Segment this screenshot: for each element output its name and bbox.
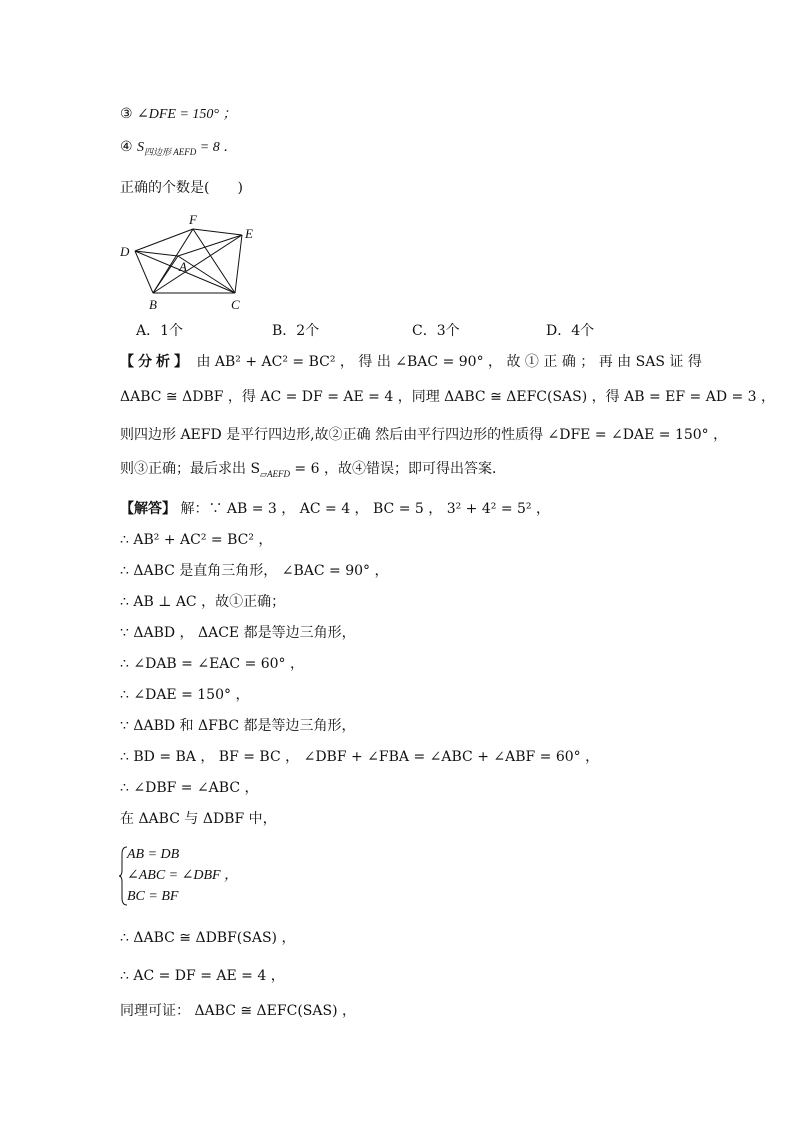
- analysis-line-4: [120, 459, 506, 484]
- geometry-figure: [118, 210, 278, 315]
- analysis-line-4-a: 则③正确；最后求出 S: [120, 461, 261, 477]
- solution-tag: 【解答】: [120, 501, 176, 517]
- solution-line-1-text: 解：∵ AB = 3 ， AC = 4 ， BC = 5 ， 3² + 4² = 5² ，: [180, 501, 550, 517]
- solution-line-3: ∴ ΔABC 是直角三角形， ∠BAC = 90° ，: [120, 563, 389, 579]
- solution-line-6: ∴ ∠DAB = ∠EAC = 60° ，: [120, 656, 305, 672]
- answer-choices: [0, 320, 794, 340]
- circled-number: ③: [120, 106, 133, 122]
- analysis-line-1-text: 由 AB² + AC² = BC² ， 得 出 ∠BAC = 90° ， 故 ① 正 确 ； 再 由 SAS 证 得: [196, 354, 702, 370]
- analysis-line-4-b: = 6 ，故④错误；即可得出答案．: [289, 461, 506, 477]
- analysis-tag: 【分析】: [120, 354, 192, 370]
- system-line-1: AB = DB: [127, 847, 180, 862]
- condition-3-text: ∠DFE = 150° ；: [137, 107, 237, 122]
- condition-4-rest: = 8 ．: [196, 140, 238, 155]
- area-subscript: 四边形 AEFD: [144, 146, 197, 157]
- system-line-2: ∠ABC = ∠DBF ，: [127, 868, 239, 883]
- analysis-line-4-sub: ▱AEFD: [260, 468, 290, 479]
- choice-d[interactable]: D．4个: [546, 323, 595, 339]
- question-text: 正确的个数是( ): [120, 180, 243, 196]
- solution-line-5: ∵ ΔABD ， ΔACE 都是等边三角形，: [120, 625, 356, 641]
- solution-line-2: ∴ AB² + AC² = BC² ，: [120, 532, 273, 548]
- solution-line-12: ∴ ΔABC ≅ ΔDBF(SAS) ，: [120, 930, 296, 946]
- solution-line-11: 在 ΔABC 与 ΔDBF 中，: [120, 811, 277, 827]
- choice-c[interactable]: C．3个: [412, 323, 460, 339]
- solution-line-9: ∴ BD = BA ， BF = BC ， ∠DBF + ∠FBA = ∠ABC + ∠ABF = 60° ，: [120, 749, 600, 765]
- solution-line-8: ∵ ΔABD 和 ΔFBC 都是等边三角形，: [120, 718, 356, 734]
- label-B: B: [149, 297, 157, 312]
- system-line-3: BC = BF: [127, 889, 179, 904]
- label-A: A: [179, 259, 187, 274]
- solution-line-10: ∴ ∠DBF = ∠ABC ，: [120, 780, 259, 796]
- analysis-line-2: ΔABC ≅ ΔDBF ，得 AC = DF = AE = 4 ，同理 ΔABC ≅ ΔEFC(SAS) ，得 AB = EF = AD = 3 ，: [120, 389, 776, 405]
- segment-FC: [193, 229, 235, 293]
- label-E: E: [245, 226, 253, 241]
- solution-line-7: ∴ ∠DAE = 150° ，: [120, 687, 250, 703]
- analysis-line-3: 则四边形 AEFD 是平行四边形,故②正确 然后由平行四边形的性质得 ∠DFE = ∠DAE = 150° ，: [120, 427, 728, 443]
- condition-4: [120, 137, 237, 162]
- segment-DF: [135, 229, 193, 251]
- area-symbol: S: [137, 140, 145, 155]
- solution-line-1: [120, 499, 550, 519]
- solution-line-14: 同理可证： ΔABC ≅ ΔEFC(SAS) ，: [120, 1003, 356, 1019]
- choice-b[interactable]: B．2个: [272, 323, 320, 339]
- segment-EC: [235, 235, 242, 293]
- label-F: F: [189, 212, 197, 227]
- condition-3: [120, 104, 237, 125]
- circled-number: ④: [120, 139, 133, 155]
- solution-line-13: ∴ AC = DF = AE = 4 ，: [120, 968, 285, 984]
- choice-a[interactable]: A．1个: [136, 323, 184, 339]
- analysis-line-1: [120, 352, 702, 372]
- label-C: C: [231, 297, 240, 312]
- solution-line-4: ∴ AB ⊥ AC ，故①正确；: [120, 594, 286, 610]
- label-D: D: [120, 244, 130, 259]
- segment-FE: [193, 229, 242, 235]
